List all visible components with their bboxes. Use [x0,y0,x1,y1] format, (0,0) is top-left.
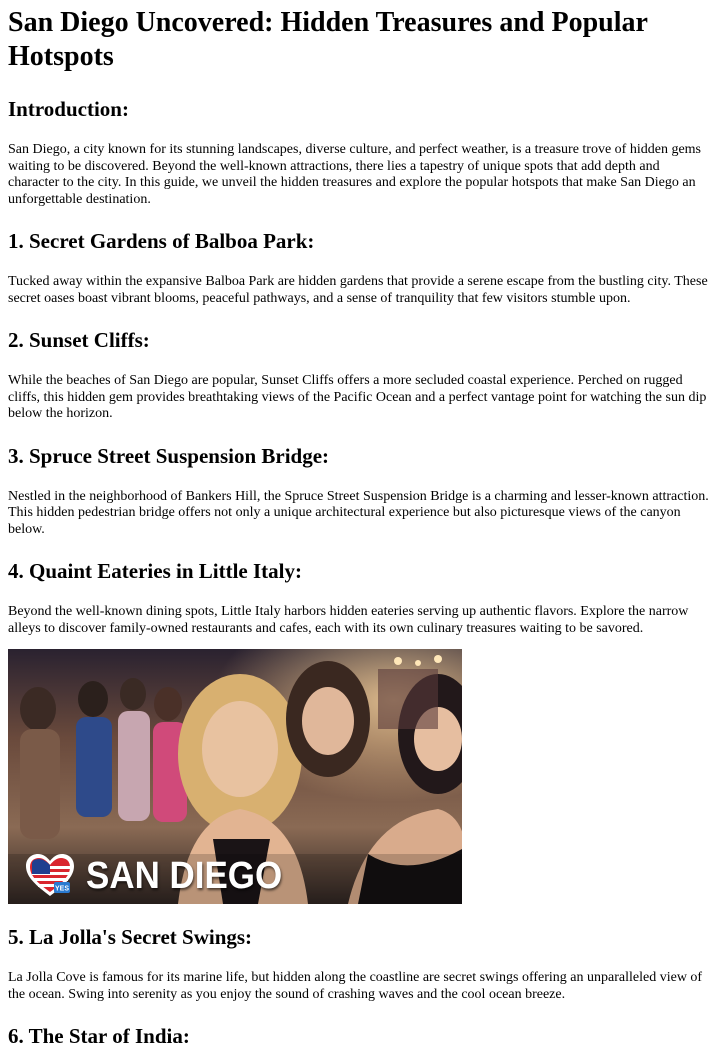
section-heading-sunset-cliffs: 2. Sunset Cliffs: [8,328,150,352]
section-body-balboa-park: Tucked away within the expansive Balboa Park are hidden gardens that provide a serene escape from the bustling city. These secret oases boast vibrant blooms, peaceful pathways, and a sense of tranquility that few visitors stumble upon. [8,274,708,306]
section-body-la-jolla-swings: La Jolla Cove is famous for its marine life, but hidden along the coastline are secret swings offering an unparalleled view of the ocean. Swing into serenity as you enjoy the sound of crashing waves and the cool ocean breeze. [8,970,703,1002]
san-diego-photo [8,649,462,904]
page-title: San Diego Uncovered: Hidden Treasures and Popular Hotspots [8,7,648,72]
section-body-spruce-street-bridge: Nestled in the neighborhood of Bankers Hill, the Spruce Street Suspension Bridge is a charming and lesser-known attraction. This hidden pedestrian bridge offers not only a unique architectural experience but also picturesque views of the canyon below. [8,488,709,537]
section-heading-balboa-park: 1. Secret Gardens of Balboa Park: [8,229,315,253]
image-caption: SAN DIEGO [86,855,283,897]
section-heading-spruce-street-bridge: 3. Spruce Street Suspension Bridge: [8,443,330,468]
article [0,6,720,1049]
section-body-little-italy: Beyond the well-known dining spots, Little Italy harbors hidden eateries serving up authentic flavors. Explore the narrow alleys to discover family-owned restaurants and cafes, each with its own culinary treasures waiting to be savored. [8,604,689,636]
section-heading-introduction: Introduction: [8,97,129,121]
us-flag-heart-icon [24,852,76,898]
section-heading-la-jolla-swings: 5. La Jolla's Secret Swings: [8,925,253,949]
section-body-sunset-cliffs: While the beaches of San Diego are popular, Sunset Cliffs offers a more secluded coastal experience. Perched on rugged cliffs, this hidden gem provides breathtaking views of the Pacific Ocean and a perfect vantage point for watching the sun dip below the horizon. [8,373,707,421]
section-body-introduction: San Diego, a city known for its stunning landscapes, diverse culture, and perfect weather, is a treasure trove of hidden gems waiting to be discovered. Beyond the well-known attractions, there lies a tapestry of unique spots that add depth and character to the city. In this guide, we unveil the hidden treasures and explore the popular hotspots that make San Diego an unforgettable destination. [8,142,701,207]
section-heading-star-of-india: 6. The Star of India: [8,1024,190,1048]
section-heading-little-italy: 4. Quaint Eateries in Little Italy: [8,559,302,583]
yes-badge: YES [54,885,70,893]
